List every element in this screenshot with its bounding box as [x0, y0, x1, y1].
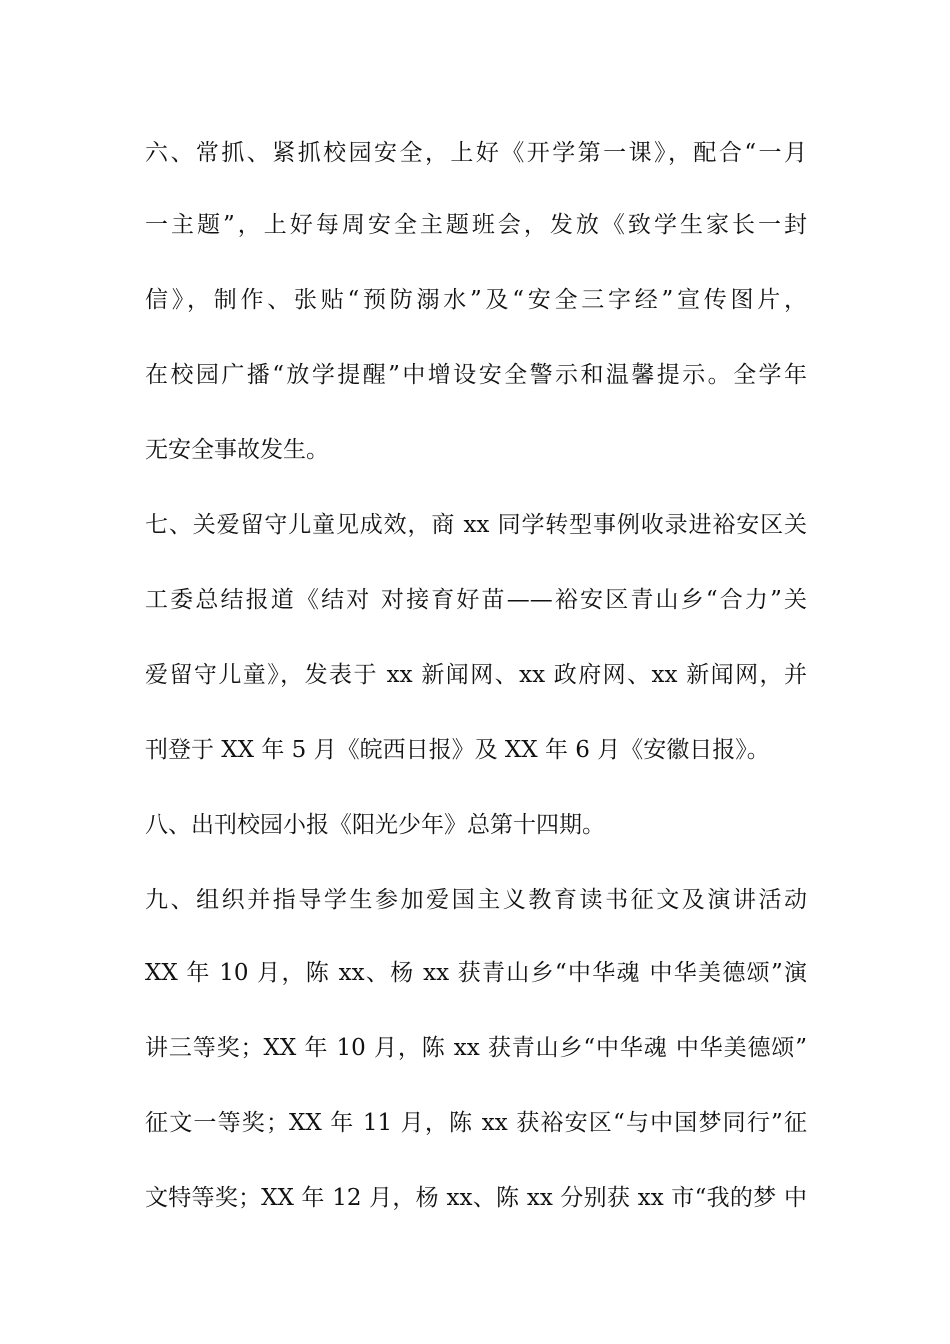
text-line-14: 征文一等奖；XX 年 11 月，陈 xx 获裕安区“与中国梦同行”征: [145, 1110, 807, 1136]
text-line-13: 讲三等奖；XX 年 10 月，陈 xx 获青山乡“中华魂 中华美德颂”: [145, 1035, 807, 1061]
text-line-3: 信》，制作、张贴“预防溺水”及“安全三字经”宣传图片，: [145, 287, 807, 313]
text-line-15: 文特等奖；XX 年 12 月，杨 xx、陈 xx 分别获 xx 市“我的梦 中: [145, 1185, 807, 1211]
text-line-7: 工委总结报道《结对 对接育好苗——裕安区青山乡“合力”关: [145, 587, 807, 613]
text-line-12: XX 年 10 月，陈 xx、杨 xx 获青山乡“中华魂 中华美德颂”演: [145, 960, 807, 986]
text-line-11: 九、组织并指导学生参加爱国主义教育读书征文及演讲活动: [145, 887, 807, 913]
text-line-1: 六、常抓、紧抓校园安全，上好《开学第一课》，配合“一月: [145, 140, 807, 166]
text-line-9: 刊登于 XX 年 5 月《皖西日报》及 XX 年 6 月《安徽日报》。: [145, 737, 770, 763]
text-line-8: 爱留守儿童》，发表于 xx 新闻网、xx 政府网、xx 新闻网，并: [145, 662, 807, 688]
text-line-2: 一主题”，上好每周安全主题班会，发放《致学生家长一封: [145, 212, 807, 238]
text-line-4: 在校园广播“放学提醒”中增设安全警示和温馨提示。全学年: [145, 362, 807, 388]
text-line-6: 七、关爱留守儿童见成效，商 xx 同学转型事例收录进裕安区关: [145, 512, 807, 538]
text-line-5: 无安全事故发生。: [145, 437, 329, 463]
text-line-10: 八、出刊校园小报《阳光少年》总第十四期。: [145, 812, 605, 838]
